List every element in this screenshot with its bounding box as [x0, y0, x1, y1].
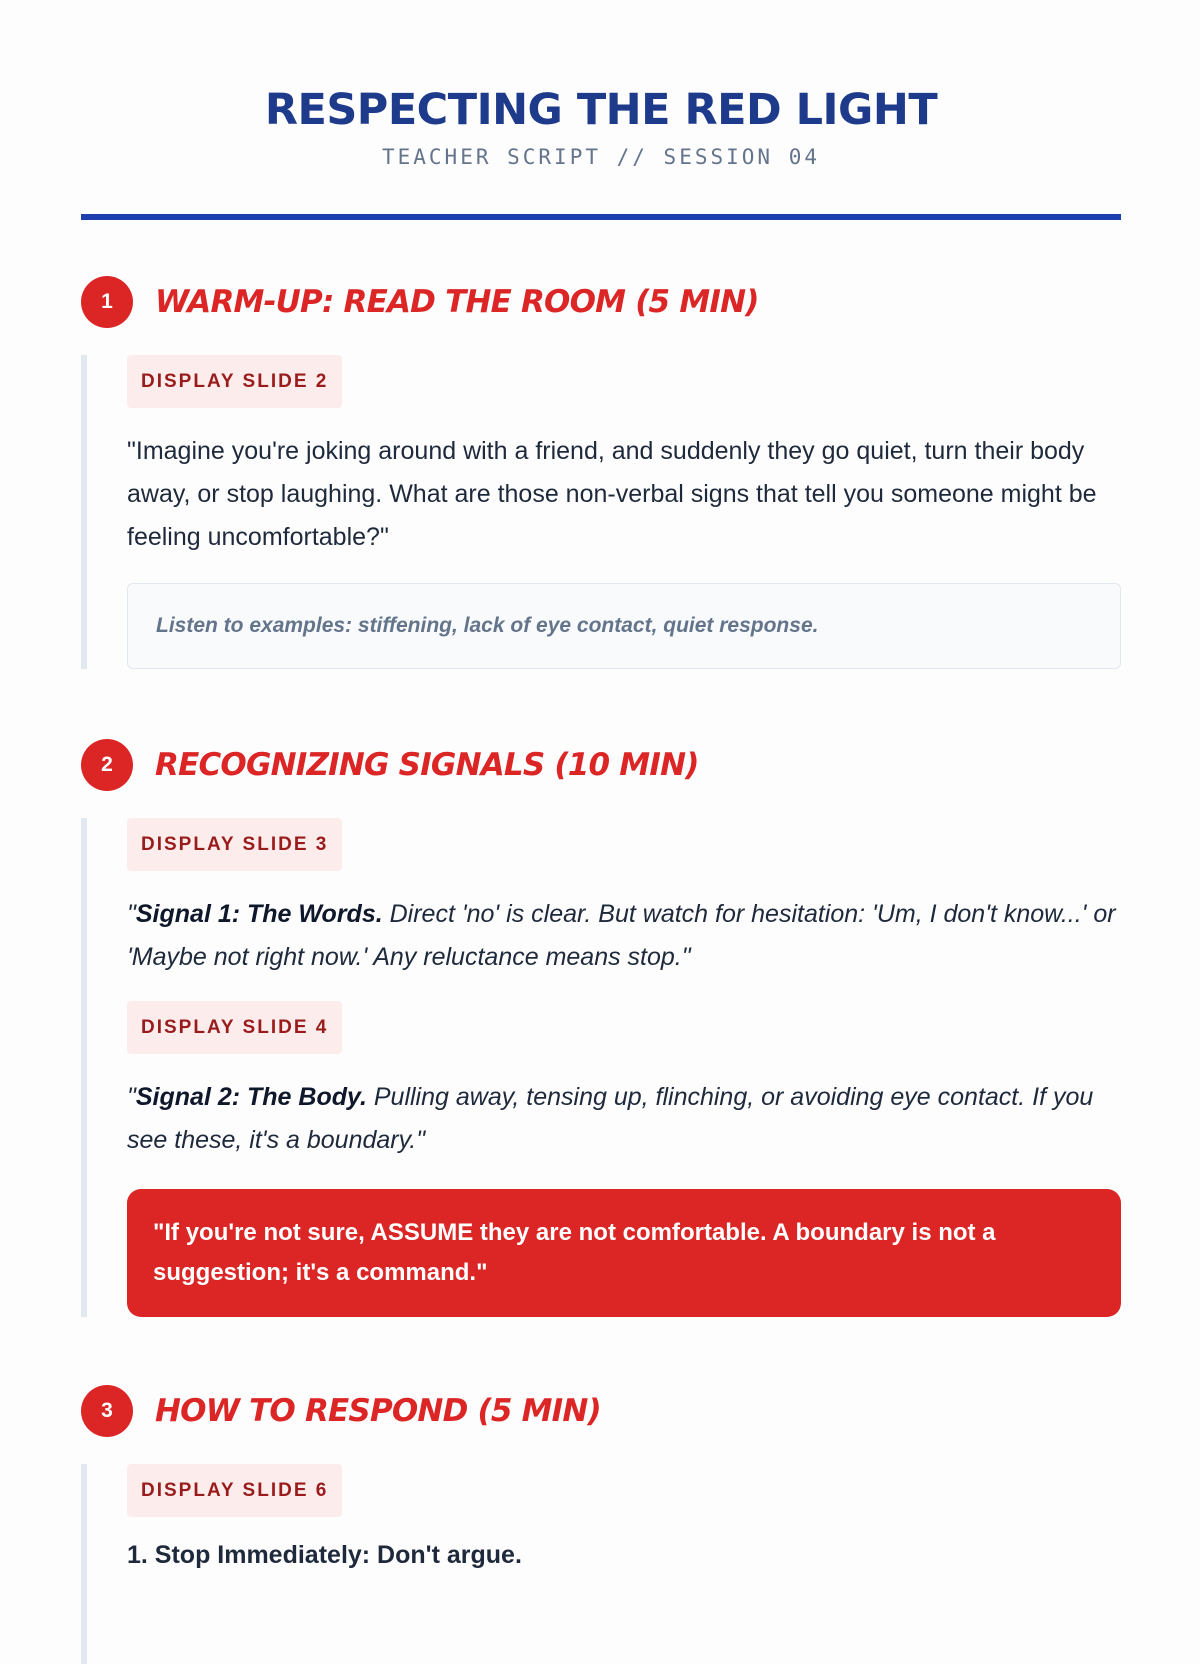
- teacher-note-text: Listen to examples: stiffening, lack of eye contact, quiet response.: [156, 614, 819, 637]
- response-steps-list: [127, 1541, 1121, 1570]
- signal-paragraph: [127, 1076, 1121, 1162]
- response-step: 1. Stop Immediately: Don't argue.: [127, 1541, 522, 1569]
- section-title: WARM-UP: READ THE ROOM (5 MIN): [155, 284, 759, 320]
- section-how-to-respond: [81, 1383, 1121, 1664]
- key-message-callout: "If you're not sure, ASSUME they are not comfortable. A boundary is not a suggestion; it's a command.": [127, 1189, 1121, 1317]
- section-title: RECOGNIZING SIGNALS (10 MIN): [155, 747, 699, 783]
- section-header: [81, 1383, 1121, 1439]
- open-quote: ": [127, 900, 136, 928]
- signal-paragraph: [127, 893, 1121, 979]
- display-slide-tag: DISPLAY SLIDE 6: [127, 1464, 342, 1517]
- section-title: HOW TO RESPOND (5 MIN): [155, 1393, 601, 1429]
- section-number-badge: 1: [81, 276, 133, 328]
- signal-text: Pulling away, tensing up, flinching, or avoiding eye contact. If you see these, it's a boundary.": [127, 1083, 1094, 1154]
- section-header: [81, 274, 1121, 330]
- display-slide-tag: DISPLAY SLIDE 3: [127, 818, 342, 871]
- open-quote: ": [127, 1083, 136, 1111]
- page-header: [81, 0, 1121, 170]
- section-warm-up: [81, 274, 1121, 669]
- display-slide-tag: DISPLAY SLIDE 4: [127, 1001, 342, 1054]
- section-number-badge: 2: [81, 739, 133, 791]
- section-recognizing-signals: [81, 737, 1121, 1317]
- page-subtitle: TEACHER SCRIPT // SESSION 04: [381, 145, 820, 169]
- signal-lead: Signal 2: The Body.: [135, 1083, 367, 1111]
- script-paragraph: "Imagine you're joking around with a friend, and suddenly they go quiet, turn their body away, or stop laughing. What are those non-verbal signs that tell you someone might be feeling uncomfortable?": [127, 437, 1097, 551]
- lesson-page: [81, 0, 1121, 1664]
- section-number-badge: 3: [81, 1385, 133, 1437]
- display-slide-tag: DISPLAY SLIDE 2: [127, 355, 342, 408]
- page-title: RESPECTING THE RED LIGHT: [264, 85, 938, 135]
- signal-text: Direct 'no' is clear. But watch for hesitation: 'Um, I don't know...' or 'Maybe not right now.' Any reluctance means stop.": [127, 900, 1116, 971]
- teacher-note-box: [127, 583, 1121, 669]
- signal-lead: Signal 1: The Words.: [135, 900, 383, 928]
- section-body: [81, 355, 1121, 669]
- section-body: [81, 1464, 1121, 1664]
- section-header: [81, 737, 1121, 793]
- header-divider: [81, 214, 1121, 220]
- section-body: [81, 818, 1121, 1317]
